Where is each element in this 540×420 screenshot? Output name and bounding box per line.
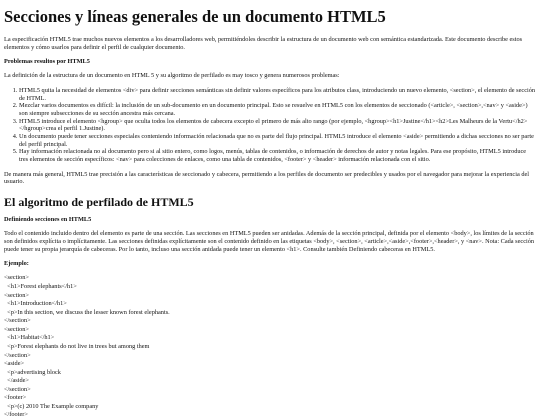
section-heading-algorithm: El algoritmo de perfilado de HTML5	[4, 195, 194, 210]
defining-heading: Definiendo secciones en HTML5	[4, 216, 92, 224]
list-item: 3. HTML5 introduce el elemento <hgroup> que oculta todos los elementos de cabecera excepto el primero de más alto rango (por ejemplo, <hgroup><h1>Justine</h1><h2>Les Malheurs de la Vertu</h2></hgroup>crea el perfil 1.Justine).	[19, 118, 536, 133]
example-heading: Ejemplo:	[4, 260, 29, 268]
problems-list	[4, 87, 536, 164]
problems-heading: Problemas resultos por HTML5	[4, 58, 90, 66]
list-item: 1. HTML5 quita la necesidad de elementos <div> para definir secciones semánticas sin definir valores específicos para los atributos class, introduciendo un nuevo elemento, <section>, el elemento de sección de HTML.	[19, 87, 536, 102]
problems-lead: La definición de la estructura de un documento en HTML 5 y su algoritmo de perfilado es may tosco y genera numerosos problemas:	[4, 72, 340, 80]
list-item: 4. Un documento puede tener secciones especiales conteniendo información relacionada que no es parte del flujo principal. HTML5 introduce el elemento <aside> permitiendo a dichas secciones no ser parte del perfil principal.	[19, 133, 536, 148]
page-title: Secciones y líneas generales de un documento HTML5	[4, 7, 386, 26]
example-code-block: <section> <h1>Forest elephants</h1> <section> <h1>Introduction</h1> <p>In this section, we discuss the lesser known forest elephants. </section> <section> <h1>Habitat</h1> <p>Forest elephants do not live in trees but among them </section> <aside> <p>advertising block </aside> </section> <footer> <p>(c) 2010 The Example company </footer>	[4, 274, 170, 419]
list-item: 2. Mezclar varios documentos es difícil: la inclusión de un sub-documento en un documento principal. Esto se resuelve en HTML5 con los elementos de seccionado (<article>, <section>,<nav> y <aside>) son siempre subsecciones de su sección ancestra más cercana.	[19, 102, 536, 117]
intro-paragraph: La especificación HTML5 trae muchos nuevos elementos a los desarrolladores web, permitiéndoles describir la estructura de un documento web con semántica estandarizada. Este documento describe estos elementos y cómo usarlos para definir el perfil de cualquier documento.	[4, 35, 523, 51]
defining-paragraph: Todo el contenido incluido dentro del elemento es parte de una sección. Las secciones en HTML5 pueden ser anidadas. Además de la sección principal, definida por el elemento <body>, los límites de la sección son definidos explícita o implícitamente. Las secciones definidas explícitamente son el contenido definido en las etiquetas <body>, <section>, <article>,<aside>,<footer>,<header>, y <nav>. Nota: Cada sección puede tener su propia jerarquía de cabeceras. Por lo tanto, incluso una sección anidada puede tener un elemento <h1>. Consulte también Definiendo cabeceras en HTML5.	[4, 230, 535, 253]
summary-paragraph: De manera más general, HTML5 trae precisión a las características de seccionado y cabecera, permitiendo a los perfiles de documento ser predecibles y usados por el navegador para mejorar la experiencia del usuario.	[4, 170, 530, 186]
list-item: 5. Hay información relacionada no al documento pero si al sitio entero, como logos, menús, tablas de contenidos, o información de derechos de autor y notas legales. Para ese propósito, HTML5 introduce tres elementos de sección específicos: <nav> para colecciones de enlaces, como una tabla de contenidos, <footer> y <header> información relacionada con el sitio.	[19, 148, 536, 163]
